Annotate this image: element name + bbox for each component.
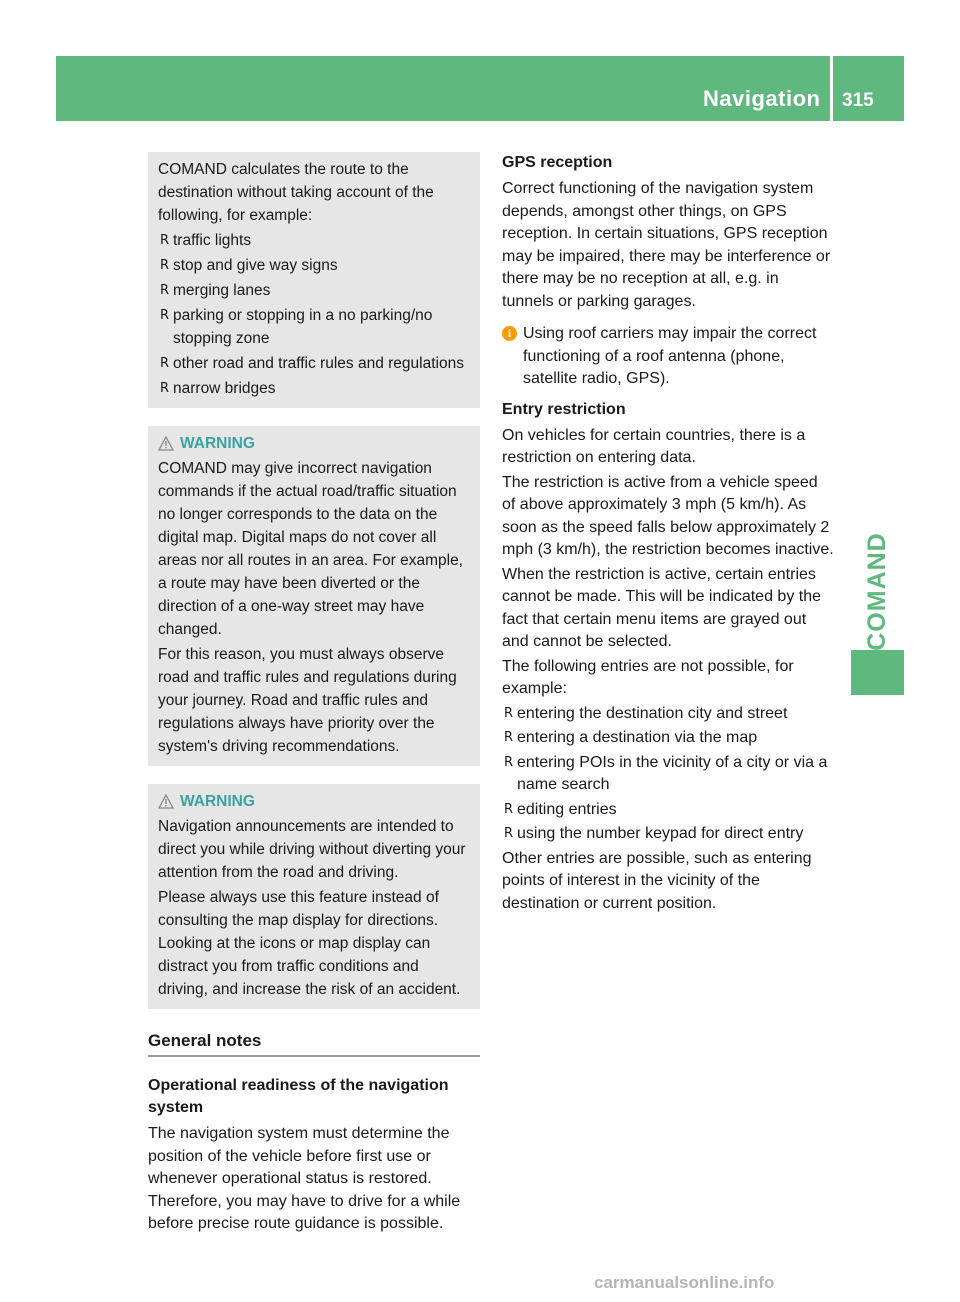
list-item: R narrow bridges xyxy=(158,377,470,400)
entry-heading: Entry restriction xyxy=(502,400,626,418)
gps-heading: GPS reception xyxy=(502,154,613,171)
list-item: R entering the destination city and street xyxy=(502,703,834,726)
side-tab-block xyxy=(851,650,904,695)
warning-box-1 xyxy=(148,426,480,766)
warning-triangle-icon xyxy=(158,436,174,451)
gps-paragraph: Correct functioning of the navigation system depends, amongst other things, on GPS reception. In certain situations, GPS reception may be impaired, there may be interference or there may be no reception at all, e.g. in tunnels or parking garages. xyxy=(502,180,831,310)
warning-paragraph: For this reason, you must always observe road and traffic rules and regulations during your journey. Road and traffic rules and regulations always have priority over the system's driving recommendations. xyxy=(158,646,457,755)
warning-paragraph: COMAND may give incorrect navigation commands if the actual road/traffic situation no longer corresponds to the data on the digital map. Digital maps do not cover all areas nor all routes in an area. For example, a route may have been diverted or the direction of a one-way street may have changed. xyxy=(158,460,463,638)
left-column xyxy=(148,152,480,1236)
warning-header xyxy=(158,432,470,455)
warning-triangle-icon xyxy=(158,794,174,809)
subheading: Operational readiness of the navigation system xyxy=(148,1077,449,1116)
route-note-intro: COMAND calculates the route to the destination without taking account of the following, for example: xyxy=(158,161,434,224)
right-column xyxy=(502,152,834,915)
entry-paragraph: On vehicles for certain countries, there is a restriction on entering data. xyxy=(502,426,806,466)
info-note-text: Using roof carriers may impair the correct functioning of a roof antenna (phone, satellite radio, GPS). xyxy=(523,325,817,387)
list-item: R using the number keypad for direct entry xyxy=(502,823,834,846)
route-note-list xyxy=(158,229,470,400)
page-number: 315 xyxy=(842,90,874,111)
entry-paragraph: When the restriction is active, certain entries cannot be made. This will be indicated by the fact that certain menu items are grayed out and cannot be selected. xyxy=(502,565,822,650)
warning-paragraph: Navigation announcements are intended to direct you while driving without diverting your attention from the road and driving. xyxy=(158,818,466,881)
warning-box-2 xyxy=(148,784,480,1009)
list-item: R entering a destination via the map xyxy=(502,727,834,750)
entry-paragraph: Other entries are possible, such as entering points of interest in the vicinity of the destination or current position. xyxy=(502,849,812,912)
list-item: R editing entries xyxy=(502,799,834,822)
list-item: R other road and traffic rules and regulations xyxy=(158,352,470,375)
list-item: R stop and give way signs xyxy=(158,254,470,277)
entry-list xyxy=(502,703,834,846)
list-item: R merging lanes xyxy=(158,279,470,302)
entry-paragraph: The following entries are not possible, for example: xyxy=(502,657,794,697)
list-item: R entering POIs in the vicinity of a city or via a name search xyxy=(502,752,834,797)
list-item: R traffic lights xyxy=(158,229,470,252)
warning-paragraph: Please always use this feature instead of consulting the map display for directions. Looking at the icons or map display can distract you from traffic conditions and driving, and increase the risk of an accident. xyxy=(158,889,461,998)
info-note xyxy=(502,323,834,391)
entry-paragraph: The restriction is active from a vehicle speed of above approximately 3 mph (5 km/h). As soon as the speed falls below approximately 2 mph (3 km/h), the restriction becomes inactive. xyxy=(502,473,834,558)
route-note-box xyxy=(148,152,480,408)
warning-header xyxy=(158,790,470,813)
list-item: R parking or stopping in a no parking/no stopping zone xyxy=(158,304,470,350)
header-divider xyxy=(830,56,833,121)
section-title: Navigation xyxy=(703,86,821,111)
body-paragraph: The navigation system must determine the position of the vehicle before first use or whenever operational status is restored. Therefore, you may have to drive for a while before precise route guidance is possible. xyxy=(148,1125,461,1232)
watermark: carmanualsonline.info xyxy=(594,1273,775,1292)
side-tab-label: COMAND xyxy=(863,531,891,651)
warning-title: WARNING xyxy=(180,793,255,810)
side-tab xyxy=(851,531,904,651)
info-icon: i xyxy=(502,326,517,341)
section-heading: General notes xyxy=(148,1031,480,1057)
warning-title: WARNING xyxy=(180,435,255,452)
